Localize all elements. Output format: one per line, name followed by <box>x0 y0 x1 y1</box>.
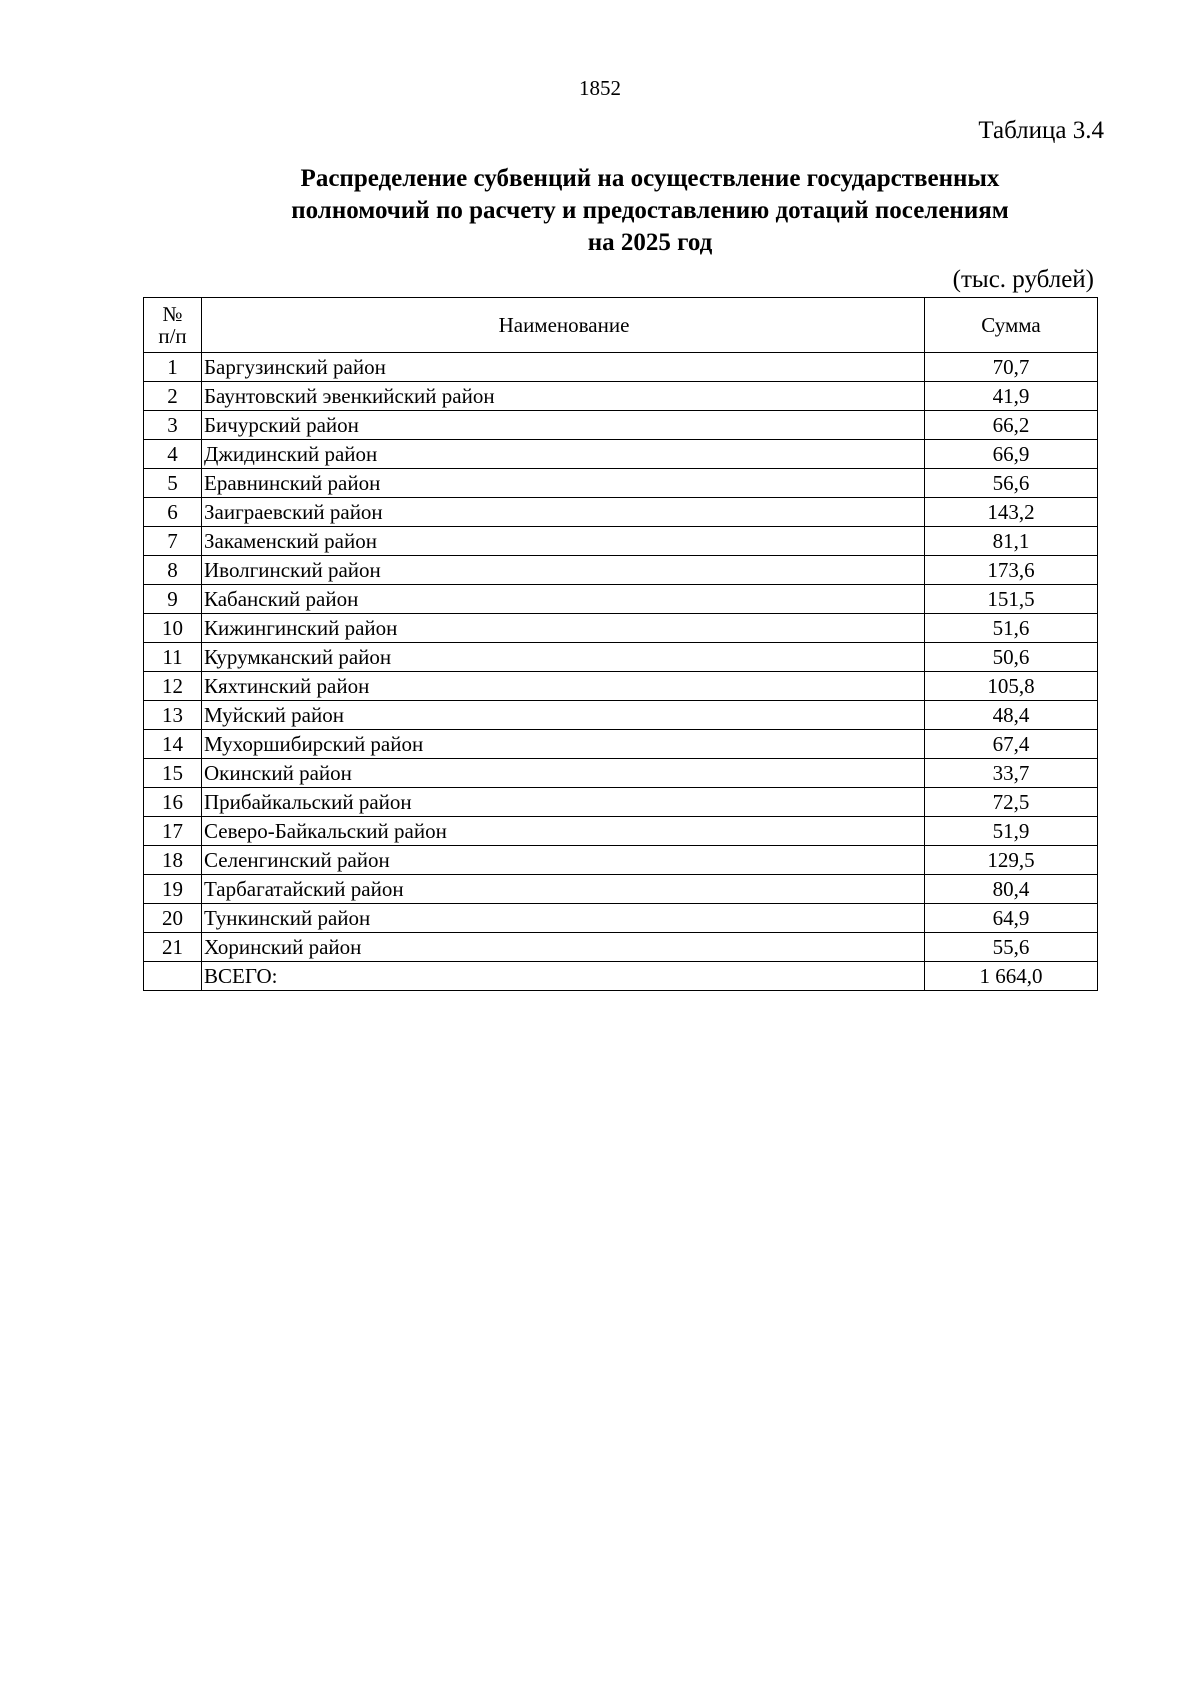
row-name: Иволгинский район <box>202 556 925 585</box>
row-sum: 55,6 <box>925 933 1098 962</box>
row-sum: 64,9 <box>925 904 1098 933</box>
row-number: 3 <box>144 411 202 440</box>
total-row <box>144 962 1098 991</box>
row-number: 8 <box>144 556 202 585</box>
row-sum: 51,9 <box>925 817 1098 846</box>
table-row <box>144 643 1098 672</box>
table-row <box>144 759 1098 788</box>
table-row <box>144 440 1098 469</box>
row-number: 6 <box>144 498 202 527</box>
table-row <box>144 469 1098 498</box>
table-label: Таблица 3.4 <box>978 117 1104 144</box>
row-name: Северо-Байкальский район <box>202 817 925 846</box>
table-row <box>144 382 1098 411</box>
table-row <box>144 498 1098 527</box>
row-number: 18 <box>144 846 202 875</box>
page-number: 1852 <box>579 76 621 100</box>
row-name: Муйский район <box>202 701 925 730</box>
table-row <box>144 875 1098 904</box>
row-number: 16 <box>144 788 202 817</box>
row-name: Селенгинский район <box>202 846 925 875</box>
title-line: Распределение субвенций на осуществление государственных <box>300 165 1000 192</box>
row-number <box>144 962 202 991</box>
row-name: Заиграевский район <box>202 498 925 527</box>
row-name: Джидинский район <box>202 440 925 469</box>
table-row <box>144 730 1098 759</box>
subvention-table <box>143 297 1098 991</box>
table-row <box>144 556 1098 585</box>
row-number: 15 <box>144 759 202 788</box>
document-title <box>200 163 1100 259</box>
row-sum: 33,7 <box>925 759 1098 788</box>
row-number: 21 <box>144 933 202 962</box>
row-sum: 105,8 <box>925 672 1098 701</box>
table-row <box>144 672 1098 701</box>
row-name: Тарбагатайский район <box>202 875 925 904</box>
row-number: 9 <box>144 585 202 614</box>
table-row <box>144 817 1098 846</box>
row-name: Баргузинский район <box>202 353 925 382</box>
table-row <box>144 788 1098 817</box>
table-row <box>144 933 1098 962</box>
row-number: 2 <box>144 382 202 411</box>
row-sum: 66,9 <box>925 440 1098 469</box>
row-sum: 41,9 <box>925 382 1098 411</box>
title-line: полномочий по расчету и предоставлению дотаций поселениям <box>291 197 1009 224</box>
title-line: на 2025 год <box>587 229 713 256</box>
row-sum: 129,5 <box>925 846 1098 875</box>
row-sum: 1 664,0 <box>925 962 1098 991</box>
row-number: 14 <box>144 730 202 759</box>
table-row <box>144 527 1098 556</box>
table-row <box>144 701 1098 730</box>
table-row <box>144 846 1098 875</box>
header-name: Наименование <box>202 298 925 353</box>
header-number-line2: п/п <box>158 324 187 348</box>
row-number: 20 <box>144 904 202 933</box>
row-name: Еравнинский район <box>202 469 925 498</box>
row-number: 11 <box>144 643 202 672</box>
row-name: Кяхтинский район <box>202 672 925 701</box>
row-sum: 66,2 <box>925 411 1098 440</box>
row-sum: 72,5 <box>925 788 1098 817</box>
row-number: 10 <box>144 614 202 643</box>
table-row <box>144 585 1098 614</box>
table-body <box>144 353 1098 991</box>
header-sum: Сумма <box>925 298 1098 353</box>
row-name: Бичурский район <box>202 411 925 440</box>
table-row <box>144 904 1098 933</box>
row-sum: 48,4 <box>925 701 1098 730</box>
row-sum: 80,4 <box>925 875 1098 904</box>
row-sum: 70,7 <box>925 353 1098 382</box>
table-row <box>144 353 1098 382</box>
row-name: Хоринский район <box>202 933 925 962</box>
row-sum: 56,6 <box>925 469 1098 498</box>
row-name: ВСЕГО: <box>202 962 925 991</box>
table-row <box>144 614 1098 643</box>
row-number: 5 <box>144 469 202 498</box>
row-sum: 50,6 <box>925 643 1098 672</box>
row-name: Окинский район <box>202 759 925 788</box>
row-number: 13 <box>144 701 202 730</box>
row-number: 4 <box>144 440 202 469</box>
header-number <box>144 298 202 353</box>
row-name: Закаменский район <box>202 527 925 556</box>
row-name: Мухоршибирский район <box>202 730 925 759</box>
row-name: Кабанский район <box>202 585 925 614</box>
row-sum: 81,1 <box>925 527 1098 556</box>
units-label: (тыс. рублей) <box>952 266 1094 293</box>
row-number: 19 <box>144 875 202 904</box>
row-name: Баунтовский эвенкийский район <box>202 382 925 411</box>
row-number: 7 <box>144 527 202 556</box>
row-sum: 143,2 <box>925 498 1098 527</box>
row-sum: 51,6 <box>925 614 1098 643</box>
row-name: Тункинский район <box>202 904 925 933</box>
row-name: Прибайкальский район <box>202 788 925 817</box>
table-row <box>144 411 1098 440</box>
row-sum: 173,6 <box>925 556 1098 585</box>
row-number: 12 <box>144 672 202 701</box>
row-number: 1 <box>144 353 202 382</box>
row-sum: 151,5 <box>925 585 1098 614</box>
row-number: 17 <box>144 817 202 846</box>
row-name: Кижингинский район <box>202 614 925 643</box>
row-name: Курумканский район <box>202 643 925 672</box>
header-number-line1: № <box>162 302 183 326</box>
row-sum: 67,4 <box>925 730 1098 759</box>
table-header-row <box>144 298 1098 353</box>
